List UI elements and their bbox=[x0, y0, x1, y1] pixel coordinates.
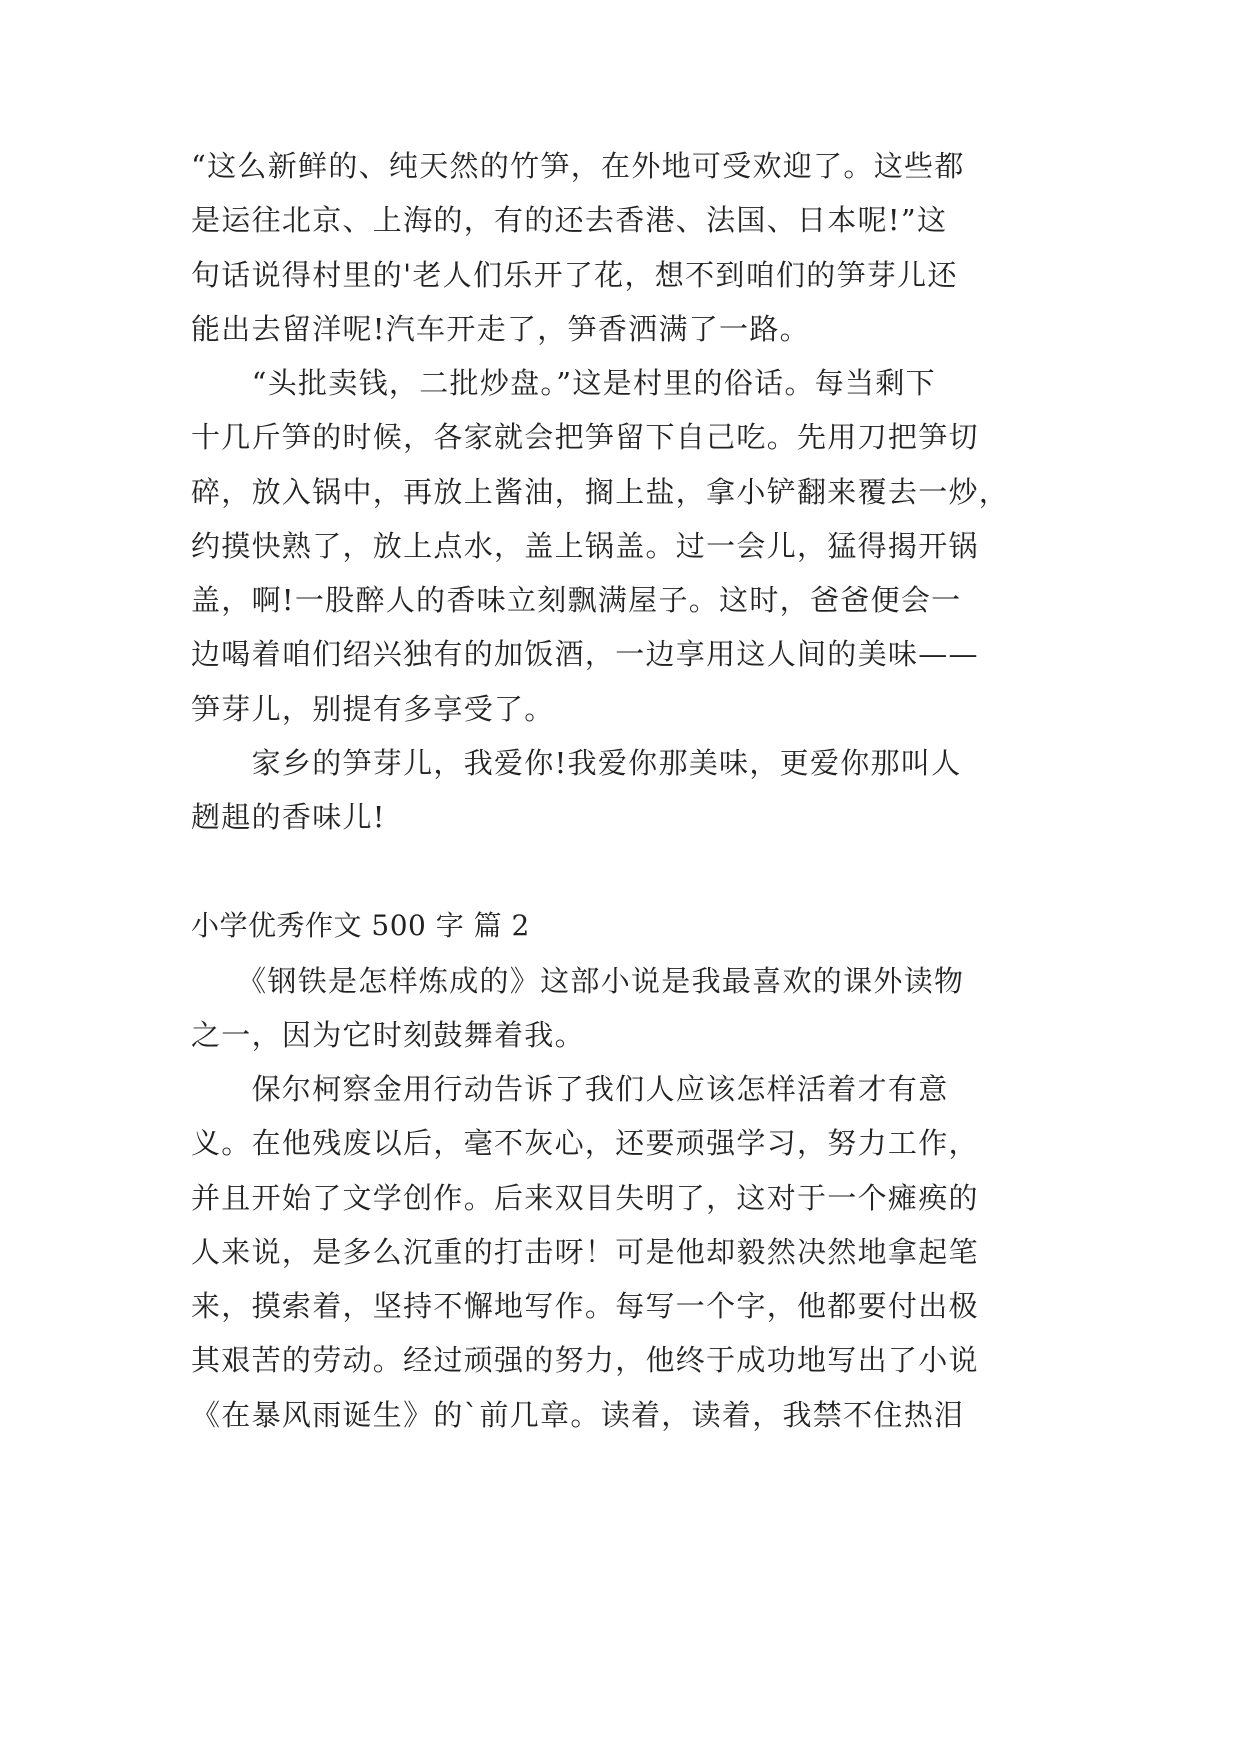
text-line: “头批卖钱，二批炒盘。”这是村里的俗话。每当剩下 bbox=[191, 366, 936, 400]
text-line: 《钢铁是怎样炼成的》这部小说是我最喜欢的课外读物 bbox=[191, 964, 965, 998]
text-line: 盖，啊!一股醉人的香味立刻飘满屋子。这时，爸爸便会一 bbox=[191, 583, 962, 617]
text-line: 《在暴风雨诞生》的`前几章。读着，读着，我禁不住热泪 bbox=[191, 1398, 965, 1432]
text-line: 约摸快熟了，放上点水，盖上锅盖。过一会儿，猛得揭开锅 bbox=[191, 529, 979, 563]
text-line: 义。在他残废以后，毫不灰心，还要顽强学习，努力工作， bbox=[191, 1126, 979, 1160]
text-line: 句话说得村里的'老人们乐开了花，想不到咱们的笋芽儿还 bbox=[191, 258, 958, 292]
text-line: 是运往北京、上海的，有的还去香港、法国、日本呢!”这 bbox=[191, 203, 948, 237]
text-line: 笋芽儿，别提有多享受了。 bbox=[191, 692, 555, 726]
text-line: 家乡的笋芽儿，我爱你!我爱你那美味，更爱你那叫人 bbox=[191, 746, 962, 780]
text-line: 十几斤笋的时候，各家就会把笋留下自己吃。先用刀把笋切 bbox=[191, 420, 979, 454]
text-line: 来，摸索着，坚持不懈地写作。每写一个字，他都要付出极 bbox=[191, 1289, 979, 1323]
text-line: 并且开始了文学创作。后来双目失明了，这对于一个瘫痪的 bbox=[191, 1181, 979, 1215]
text-line: 人来说，是多么沉重的打击呀！可是他却毅然决然地拿起笔 bbox=[191, 1235, 979, 1269]
text-line: 能出去留洋呢!汽车开走了，笋香洒满了一路。 bbox=[191, 312, 810, 346]
text-line: 趔趄的香味儿! bbox=[191, 800, 386, 834]
text-line: “这么新鲜的、纯天然的竹笋，在外地可受欢迎了。这些都 bbox=[191, 149, 965, 183]
text-line: 其艰苦的劳动。经过顽强的努力，他终于成功地写出了小说 bbox=[191, 1343, 979, 1377]
text-line: 碎，放入锅中，再放上酱油，搁上盐，拿小铲翻来覆去一炒， bbox=[191, 475, 1010, 509]
section-heading: 小学优秀作文 500 字 篇 2 bbox=[191, 909, 530, 942]
text-line: 之一，因为它时刻鼓舞着我。 bbox=[191, 1018, 585, 1052]
text-line: 保尔柯察金用行动告诉了我们人应该怎样活着才有意 bbox=[191, 1072, 949, 1106]
text-line: 边喝着咱们绍兴独有的加饭酒，一边享用这人间的美味—— bbox=[191, 637, 979, 671]
